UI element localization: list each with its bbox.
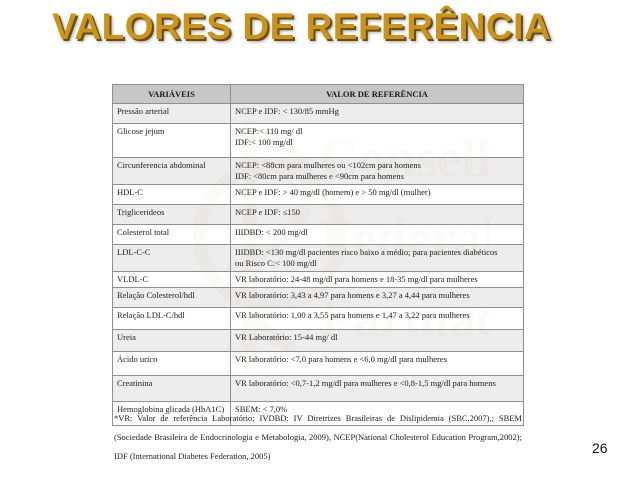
footnote: *VR: Valor de referência Laboratório; IVDBD: IV Diretrizes Brasileiras de Dislipidemia (SBC,2007),; SBEM (Sociedade Brasileira de Endocrinologia e Metabologia, 2009), NCEP(National Cholesterol Education Program,2002); IDF (International Diabetes Federation, 2005): [114, 413, 522, 461]
valor-line: ou Risco C:< 100 mg/dl: [235, 258, 317, 268]
valor-line: VR Laboratório: 15-44 mg/ dl: [235, 332, 338, 342]
table-row: [113, 330, 524, 352]
cell-valor: [231, 158, 524, 185]
table-row: [113, 225, 524, 245]
valor-line: IDF: <80cm para mulheres e <90cm para homens: [235, 171, 404, 181]
table-row: [113, 158, 524, 185]
cell-variavel: Triglicerideos: [113, 205, 231, 225]
table-row: [113, 185, 524, 205]
header-variaveis: VARIÁVEIS: [113, 85, 231, 104]
cell-valor: [231, 330, 524, 352]
valor-line: NCEP:< 110 mg/ dl: [235, 126, 303, 136]
cell-variavel: Glicose jejum: [113, 124, 231, 158]
page-number: 26: [592, 440, 608, 456]
cell-valor: [231, 104, 524, 124]
valor-line: VR laboratório: 24-48 mg/dl para homens e 18-35 mg/dl para mulheres: [235, 274, 478, 284]
cell-variavel: Pressão arterial: [113, 104, 231, 124]
cell-valor: [231, 308, 524, 330]
valor-line: VR laboratório: <7,0 para homens e <6,0 mg/dl para mulheres: [235, 354, 447, 364]
cell-variavel: Relação LDL-C/hdl: [113, 308, 231, 330]
cell-valor: [231, 352, 524, 376]
valor-line: VR laboratório: <0,7-1,2 mg/dl para mulheres e <0,8-1,5 mg/dl para homens: [235, 378, 496, 388]
table-row: [113, 376, 524, 402]
cell-variavel: Relação Colesterol/hdl: [113, 288, 231, 308]
table-row: [113, 124, 524, 158]
table-row: [113, 308, 524, 330]
valor-line: SBEM: < 7,0%: [235, 404, 288, 414]
valor-line: IIIDBD: <130 mg/dl pacientes risco baixo a médio; para pacientes diabéticos: [235, 247, 498, 257]
valor-line: IIIDBD: < 200 mg/dl: [235, 227, 308, 237]
cell-valor: [231, 272, 524, 288]
cell-variavel: LDL-C-C: [113, 245, 231, 272]
cell-valor: [231, 124, 524, 158]
valor-line: NCEP e IDF: ≤150: [235, 207, 301, 217]
valor-line: NCEP e IDF: < 130/85 mmHg: [235, 106, 339, 116]
cell-variavel: Ureia: [113, 330, 231, 352]
reference-table: [112, 84, 524, 426]
cell-variavel: HDL-C: [113, 185, 231, 205]
cell-valor: [231, 376, 524, 402]
cell-variavel: Hemoglobina glicada (HbA1C): [113, 402, 231, 426]
cell-valor: [231, 288, 524, 308]
valor-line: VR laboratório: 1,00 a 3,55 para homens e 1,47 a 3,22 para mulheres: [235, 310, 470, 320]
table-header-row: [113, 85, 524, 104]
valor-line: IDF:< 100 mg/dl: [235, 137, 293, 147]
valor-line: NCEP e IDF: > 40 mg/dl (homem) e > 50 mg/dl (mulher): [235, 187, 431, 197]
valor-line: VR laboratório: 3,43 a 4,97 para homens e 3,27 a 4,44 para mulheres: [235, 290, 470, 300]
table-row: [113, 205, 524, 225]
cell-valor: [231, 185, 524, 205]
cell-variavel: Ácido urico: [113, 352, 231, 376]
table-row: [113, 245, 524, 272]
cell-valor: [231, 205, 524, 225]
cell-variavel: Colesterol total: [113, 225, 231, 245]
cell-valor: [231, 245, 524, 272]
cell-variavel: VLDL-C: [113, 272, 231, 288]
cell-variavel: Creatinina: [113, 376, 231, 402]
cell-valor: [231, 225, 524, 245]
header-valor-referencia: VALOR DE REFERÊNCIA: [231, 85, 524, 104]
page-title: VALORES DE REFERÊNCIA: [52, 6, 552, 47]
table-row: [113, 104, 524, 124]
cell-variavel: Circunferencia abdominal: [113, 158, 231, 185]
valor-line: NCEP: <88cm para mulheres ou <102cm para homens: [235, 160, 421, 170]
table-row: [113, 288, 524, 308]
table-row: [113, 272, 524, 288]
table-row: [113, 352, 524, 376]
